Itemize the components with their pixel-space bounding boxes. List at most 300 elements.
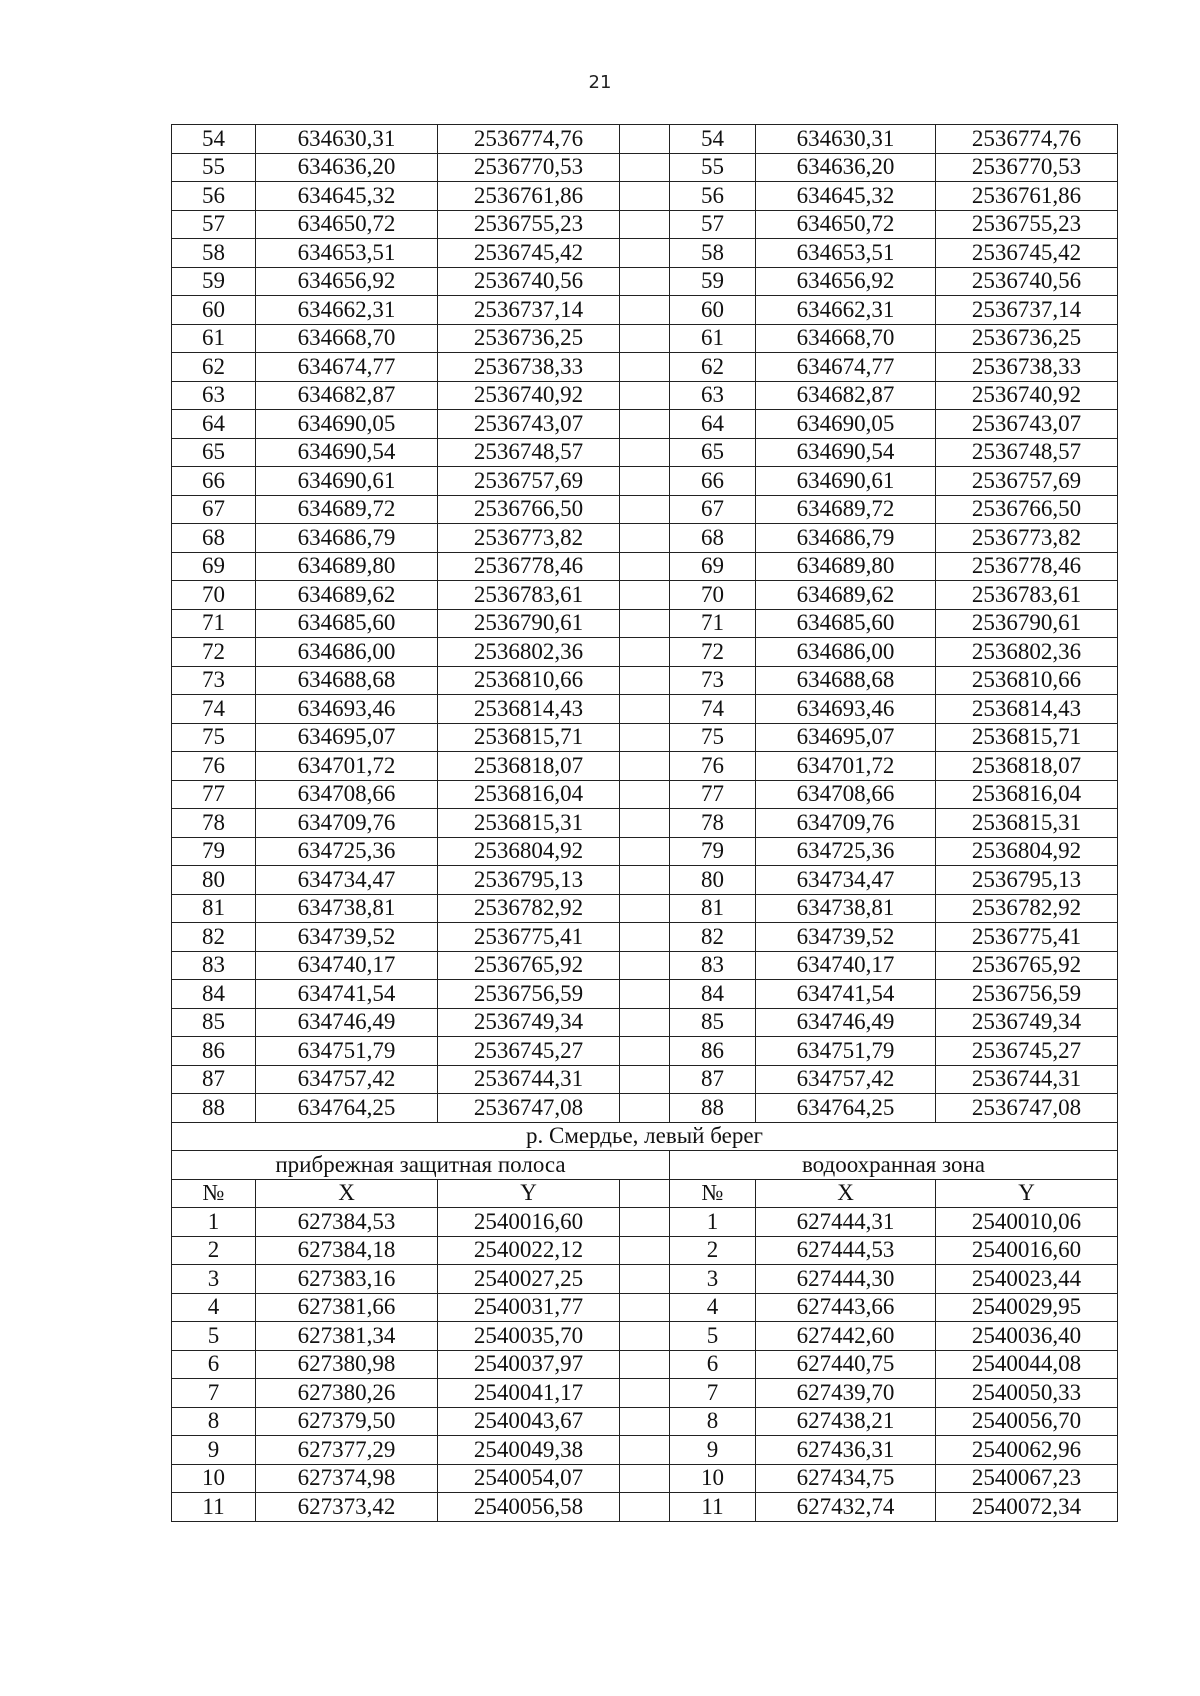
point-number-left: 72	[172, 638, 256, 667]
point-number-left: 74	[172, 695, 256, 724]
x-left: 627379,50	[256, 1407, 438, 1436]
x-left: 627384,18	[256, 1236, 438, 1265]
point-number-right: 66	[670, 467, 756, 496]
y-right: 2540023,44	[936, 1265, 1118, 1294]
table-row	[172, 1436, 1118, 1465]
x-right: 634746,49	[756, 1008, 936, 1037]
table-row	[172, 923, 1118, 952]
point-number-left: 11	[172, 1493, 256, 1522]
y-left: 2536747,08	[438, 1094, 620, 1123]
y-right: 2536774,76	[936, 125, 1118, 154]
point-number-left: 63	[172, 381, 256, 410]
section-block	[172, 1122, 1118, 1208]
table-row	[172, 980, 1118, 1009]
point-number-left: 83	[172, 951, 256, 980]
point-number-right: 78	[670, 809, 756, 838]
point-number-left: 8	[172, 1407, 256, 1436]
point-number-left: 80	[172, 866, 256, 895]
col-header-x-left: X	[256, 1179, 438, 1208]
table-row	[172, 1236, 1118, 1265]
x-right: 634668,70	[756, 324, 936, 353]
x-left: 634741,54	[256, 980, 438, 1009]
y-left: 2536738,33	[438, 353, 620, 382]
x-right: 627442,60	[756, 1322, 936, 1351]
y-right: 2540044,08	[936, 1350, 1118, 1379]
point-number-right: 73	[670, 666, 756, 695]
table-row	[172, 381, 1118, 410]
x-right: 634738,81	[756, 894, 936, 923]
point-number-left: 81	[172, 894, 256, 923]
spacer-cell	[620, 809, 670, 838]
point-number-left: 57	[172, 210, 256, 239]
point-number-right: 60	[670, 296, 756, 325]
spacer-cell	[620, 1094, 670, 1123]
point-number-right: 6	[670, 1350, 756, 1379]
spacer-cell	[620, 495, 670, 524]
x-left: 634689,80	[256, 552, 438, 581]
x-right: 634741,54	[756, 980, 936, 1009]
x-right: 634689,72	[756, 495, 936, 524]
x-left: 634645,32	[256, 182, 438, 211]
y-left: 2536783,61	[438, 581, 620, 610]
y-right: 2540050,33	[936, 1379, 1118, 1408]
y-left: 2536773,82	[438, 524, 620, 553]
point-number-right: 64	[670, 410, 756, 439]
x-left: 634746,49	[256, 1008, 438, 1037]
table-row	[172, 780, 1118, 809]
x-left: 634689,72	[256, 495, 438, 524]
spacer-cell	[620, 1293, 670, 1322]
y-right: 2536740,56	[936, 267, 1118, 296]
y-right: 2536804,92	[936, 837, 1118, 866]
y-right: 2536745,27	[936, 1037, 1118, 1066]
table-row	[172, 1464, 1118, 1493]
y-left: 2540049,38	[438, 1436, 620, 1465]
x-left: 634738,81	[256, 894, 438, 923]
table-row	[172, 1379, 1118, 1408]
table-row	[172, 1407, 1118, 1436]
col-header-y-left: Y	[438, 1179, 620, 1208]
y-right: 2536755,23	[936, 210, 1118, 239]
spacer-cell	[620, 381, 670, 410]
point-number-right: 58	[670, 239, 756, 268]
y-left: 2536740,56	[438, 267, 620, 296]
table-row	[172, 666, 1118, 695]
x-right: 627444,30	[756, 1265, 936, 1294]
point-number-right: 76	[670, 752, 756, 781]
table-row	[172, 1493, 1118, 1522]
x-right: 634636,20	[756, 153, 936, 182]
x-left: 634690,05	[256, 410, 438, 439]
spacer-cell	[620, 524, 670, 553]
y-left: 2536757,69	[438, 467, 620, 496]
y-right: 2536816,04	[936, 780, 1118, 809]
point-number-right: 4	[670, 1293, 756, 1322]
table-row	[172, 951, 1118, 980]
table-row	[172, 1322, 1118, 1351]
y-left: 2536782,92	[438, 894, 620, 923]
point-number-left: 78	[172, 809, 256, 838]
y-left: 2540043,67	[438, 1407, 620, 1436]
spacer-cell	[620, 1208, 670, 1237]
point-number-left: 76	[172, 752, 256, 781]
spacer-cell	[620, 951, 670, 980]
y-left: 2536745,27	[438, 1037, 620, 1066]
x-left: 634701,72	[256, 752, 438, 781]
table-row	[172, 837, 1118, 866]
y-right: 2540067,23	[936, 1464, 1118, 1493]
x-right: 627440,75	[756, 1350, 936, 1379]
point-number-left: 4	[172, 1293, 256, 1322]
x-right: 634630,31	[756, 125, 936, 154]
x-left: 634739,52	[256, 923, 438, 952]
point-number-left: 77	[172, 780, 256, 809]
point-number-left: 59	[172, 267, 256, 296]
point-number-right: 62	[670, 353, 756, 382]
y-left: 2536775,41	[438, 923, 620, 952]
x-right: 634656,92	[756, 267, 936, 296]
table-row	[172, 809, 1118, 838]
point-number-right: 11	[670, 1493, 756, 1522]
page-number: 21	[588, 72, 612, 93]
y-right: 2536736,25	[936, 324, 1118, 353]
col-header-number-left: №	[172, 1179, 256, 1208]
y-right: 2536802,36	[936, 638, 1118, 667]
point-number-right: 54	[670, 125, 756, 154]
y-right: 2540062,96	[936, 1436, 1118, 1465]
x-right: 634725,36	[756, 837, 936, 866]
x-right: 627434,75	[756, 1464, 936, 1493]
column-headers-row	[172, 1179, 1118, 1208]
spacer-cell	[620, 1008, 670, 1037]
table-row	[172, 1265, 1118, 1294]
left-zone-heading: прибрежная защитная полоса	[172, 1151, 670, 1180]
x-left: 634662,31	[256, 296, 438, 325]
y-left: 2540054,07	[438, 1464, 620, 1493]
spacer-cell	[620, 1464, 670, 1493]
point-number-left: 67	[172, 495, 256, 524]
spacer-cell	[620, 752, 670, 781]
table-row	[172, 353, 1118, 382]
x-right: 627444,53	[756, 1236, 936, 1265]
x-right: 634693,46	[756, 695, 936, 724]
table-row	[172, 524, 1118, 553]
table-row	[172, 125, 1118, 154]
y-right: 2536747,08	[936, 1094, 1118, 1123]
table-row	[172, 324, 1118, 353]
y-right: 2540016,60	[936, 1236, 1118, 1265]
spacer-cell	[620, 267, 670, 296]
y-right: 2540010,06	[936, 1208, 1118, 1237]
point-number-right: 65	[670, 438, 756, 467]
point-number-right: 57	[670, 210, 756, 239]
point-number-left: 62	[172, 353, 256, 382]
top-rows	[172, 125, 1118, 1123]
spacer-cell	[620, 666, 670, 695]
point-number-right: 72	[670, 638, 756, 667]
y-left: 2540027,25	[438, 1265, 620, 1294]
y-left: 2536778,46	[438, 552, 620, 581]
point-number-right: 81	[670, 894, 756, 923]
y-right: 2536765,92	[936, 951, 1118, 980]
table-row	[172, 1094, 1118, 1123]
spacer-cell	[620, 1265, 670, 1294]
point-number-right: 85	[670, 1008, 756, 1037]
spacer-cell	[620, 1037, 670, 1066]
x-left: 634685,60	[256, 609, 438, 638]
x-right: 634674,77	[756, 353, 936, 382]
y-left: 2536815,31	[438, 809, 620, 838]
y-left: 2536737,14	[438, 296, 620, 325]
point-number-left: 85	[172, 1008, 256, 1037]
y-left: 2536814,43	[438, 695, 620, 724]
y-left: 2536761,86	[438, 182, 620, 211]
spacer-cell	[620, 153, 670, 182]
spacer-cell	[620, 410, 670, 439]
point-number-left: 84	[172, 980, 256, 1009]
x-right: 634685,60	[756, 609, 936, 638]
x-right: 634739,52	[756, 923, 936, 952]
y-right: 2540072,34	[936, 1493, 1118, 1522]
point-number-left: 69	[172, 552, 256, 581]
x-left: 634695,07	[256, 723, 438, 752]
point-number-right: 82	[670, 923, 756, 952]
x-left: 634668,70	[256, 324, 438, 353]
point-number-right: 56	[670, 182, 756, 211]
y-left: 2536745,42	[438, 239, 620, 268]
x-left: 634725,36	[256, 837, 438, 866]
point-number-left: 71	[172, 609, 256, 638]
point-number-left: 68	[172, 524, 256, 553]
x-right: 634662,31	[756, 296, 936, 325]
right-zone-heading: водоохранная зона	[670, 1151, 1118, 1180]
spacer-cell	[620, 723, 670, 752]
point-number-left: 75	[172, 723, 256, 752]
x-right: 634650,72	[756, 210, 936, 239]
point-number-right: 77	[670, 780, 756, 809]
spacer-cell	[620, 467, 670, 496]
y-right: 2536783,61	[936, 581, 1118, 610]
point-number-right: 1	[670, 1208, 756, 1237]
point-number-right: 8	[670, 1407, 756, 1436]
y-right: 2536756,59	[936, 980, 1118, 1009]
y-left: 2536743,07	[438, 410, 620, 439]
x-right: 627436,31	[756, 1436, 936, 1465]
x-left: 634690,61	[256, 467, 438, 496]
y-left: 2536765,92	[438, 951, 620, 980]
point-number-left: 88	[172, 1094, 256, 1123]
x-right: 634695,07	[756, 723, 936, 752]
y-right: 2536738,33	[936, 353, 1118, 382]
table-row	[172, 609, 1118, 638]
x-left: 627381,34	[256, 1322, 438, 1351]
x-right: 634708,66	[756, 780, 936, 809]
point-number-left: 73	[172, 666, 256, 695]
x-left: 634709,76	[256, 809, 438, 838]
spacer-cell	[620, 894, 670, 923]
y-right: 2536766,50	[936, 495, 1118, 524]
table-row	[172, 1065, 1118, 1094]
table-row	[172, 1008, 1118, 1037]
point-number-left: 7	[172, 1379, 256, 1408]
y-right: 2536744,31	[936, 1065, 1118, 1094]
y-right: 2536748,57	[936, 438, 1118, 467]
point-number-right: 69	[670, 552, 756, 581]
point-number-right: 59	[670, 267, 756, 296]
y-left: 2536736,25	[438, 324, 620, 353]
point-number-right: 67	[670, 495, 756, 524]
y-left: 2536744,31	[438, 1065, 620, 1094]
coordinates-table	[171, 124, 1118, 1522]
y-right: 2536757,69	[936, 467, 1118, 496]
spacer-cell	[620, 837, 670, 866]
y-right: 2536814,43	[936, 695, 1118, 724]
point-number-right: 55	[670, 153, 756, 182]
point-number-left: 2	[172, 1236, 256, 1265]
y-left: 2540031,77	[438, 1293, 620, 1322]
x-left: 634693,46	[256, 695, 438, 724]
table-row	[172, 723, 1118, 752]
x-left: 634708,66	[256, 780, 438, 809]
y-right: 2536743,07	[936, 410, 1118, 439]
point-number-left: 82	[172, 923, 256, 952]
spacer-cell	[620, 182, 670, 211]
x-left: 627373,42	[256, 1493, 438, 1522]
x-right: 634682,87	[756, 381, 936, 410]
point-number-right: 79	[670, 837, 756, 866]
y-left: 2540016,60	[438, 1208, 620, 1237]
table-row	[172, 267, 1118, 296]
spacer-cell	[620, 1065, 670, 1094]
spacer-cell	[620, 324, 670, 353]
point-number-right: 80	[670, 866, 756, 895]
x-left: 634682,87	[256, 381, 438, 410]
spacer-cell	[620, 1236, 670, 1265]
x-right: 634690,05	[756, 410, 936, 439]
y-left: 2536774,76	[438, 125, 620, 154]
y-left: 2536749,34	[438, 1008, 620, 1037]
spacer-cell	[620, 1322, 670, 1351]
y-right: 2536775,41	[936, 923, 1118, 952]
x-left: 634740,17	[256, 951, 438, 980]
col-header-y-right: Y	[936, 1179, 1118, 1208]
table-row	[172, 695, 1118, 724]
x-right: 634734,47	[756, 866, 936, 895]
point-number-left: 54	[172, 125, 256, 154]
section-title-row	[172, 1122, 1118, 1151]
point-number-right: 86	[670, 1037, 756, 1066]
x-right: 634690,61	[756, 467, 936, 496]
y-right: 2536790,61	[936, 609, 1118, 638]
x-left: 634650,72	[256, 210, 438, 239]
point-number-right: 84	[670, 980, 756, 1009]
x-right: 634688,68	[756, 666, 936, 695]
y-left: 2536818,07	[438, 752, 620, 781]
y-left: 2536815,71	[438, 723, 620, 752]
point-number-right: 88	[670, 1094, 756, 1123]
x-left: 634764,25	[256, 1094, 438, 1123]
y-left: 2536816,04	[438, 780, 620, 809]
y-left: 2536810,66	[438, 666, 620, 695]
table-row	[172, 410, 1118, 439]
point-number-right: 3	[670, 1265, 756, 1294]
point-number-left: 10	[172, 1464, 256, 1493]
table-row	[172, 182, 1118, 211]
spacer-cell	[620, 1379, 670, 1408]
spacer-cell	[620, 353, 670, 382]
point-number-right: 10	[670, 1464, 756, 1493]
x-left: 634656,92	[256, 267, 438, 296]
spacer-cell	[620, 695, 670, 724]
point-number-right: 7	[670, 1379, 756, 1408]
point-number-left: 79	[172, 837, 256, 866]
x-left: 627380,98	[256, 1350, 438, 1379]
spacer-cell	[620, 1436, 670, 1465]
x-right: 634764,25	[756, 1094, 936, 1123]
point-number-right: 5	[670, 1322, 756, 1351]
spacer-cell	[620, 980, 670, 1009]
x-left: 627383,16	[256, 1265, 438, 1294]
zone-headings-row	[172, 1151, 1118, 1180]
y-right: 2536815,71	[936, 723, 1118, 752]
spacer-cell	[620, 866, 670, 895]
point-number-left: 5	[172, 1322, 256, 1351]
spacer-cell	[620, 638, 670, 667]
x-left: 634686,79	[256, 524, 438, 553]
table-row	[172, 239, 1118, 268]
y-right: 2536740,92	[936, 381, 1118, 410]
spacer-cell	[620, 1407, 670, 1436]
y-left: 2536740,92	[438, 381, 620, 410]
point-number-left: 70	[172, 581, 256, 610]
y-right: 2536782,92	[936, 894, 1118, 923]
x-left: 634688,68	[256, 666, 438, 695]
point-number-right: 61	[670, 324, 756, 353]
point-number-left: 86	[172, 1037, 256, 1066]
x-right: 634701,72	[756, 752, 936, 781]
point-number-right: 9	[670, 1436, 756, 1465]
x-right: 634653,51	[756, 239, 936, 268]
x-right: 634757,42	[756, 1065, 936, 1094]
y-right: 2536761,86	[936, 182, 1118, 211]
col-header-x-right: X	[756, 1179, 936, 1208]
table-row	[172, 638, 1118, 667]
table-row	[172, 153, 1118, 182]
y-right: 2540056,70	[936, 1407, 1118, 1436]
x-left: 634653,51	[256, 239, 438, 268]
y-right: 2536818,07	[936, 752, 1118, 781]
x-right: 627444,31	[756, 1208, 936, 1237]
table-row	[172, 495, 1118, 524]
x-left: 634630,31	[256, 125, 438, 154]
y-left: 2536755,23	[438, 210, 620, 239]
spacer-cell	[620, 780, 670, 809]
table-row	[172, 1350, 1118, 1379]
table-row	[172, 552, 1118, 581]
y-left: 2536802,36	[438, 638, 620, 667]
point-number-left: 65	[172, 438, 256, 467]
point-number-left: 55	[172, 153, 256, 182]
table-row	[172, 752, 1118, 781]
point-number-right: 83	[670, 951, 756, 980]
col-header-number-right: №	[670, 1179, 756, 1208]
point-number-left: 66	[172, 467, 256, 496]
x-right: 634689,80	[756, 552, 936, 581]
x-left: 634686,00	[256, 638, 438, 667]
point-number-left: 61	[172, 324, 256, 353]
x-left: 634689,62	[256, 581, 438, 610]
x-right: 634686,79	[756, 524, 936, 553]
